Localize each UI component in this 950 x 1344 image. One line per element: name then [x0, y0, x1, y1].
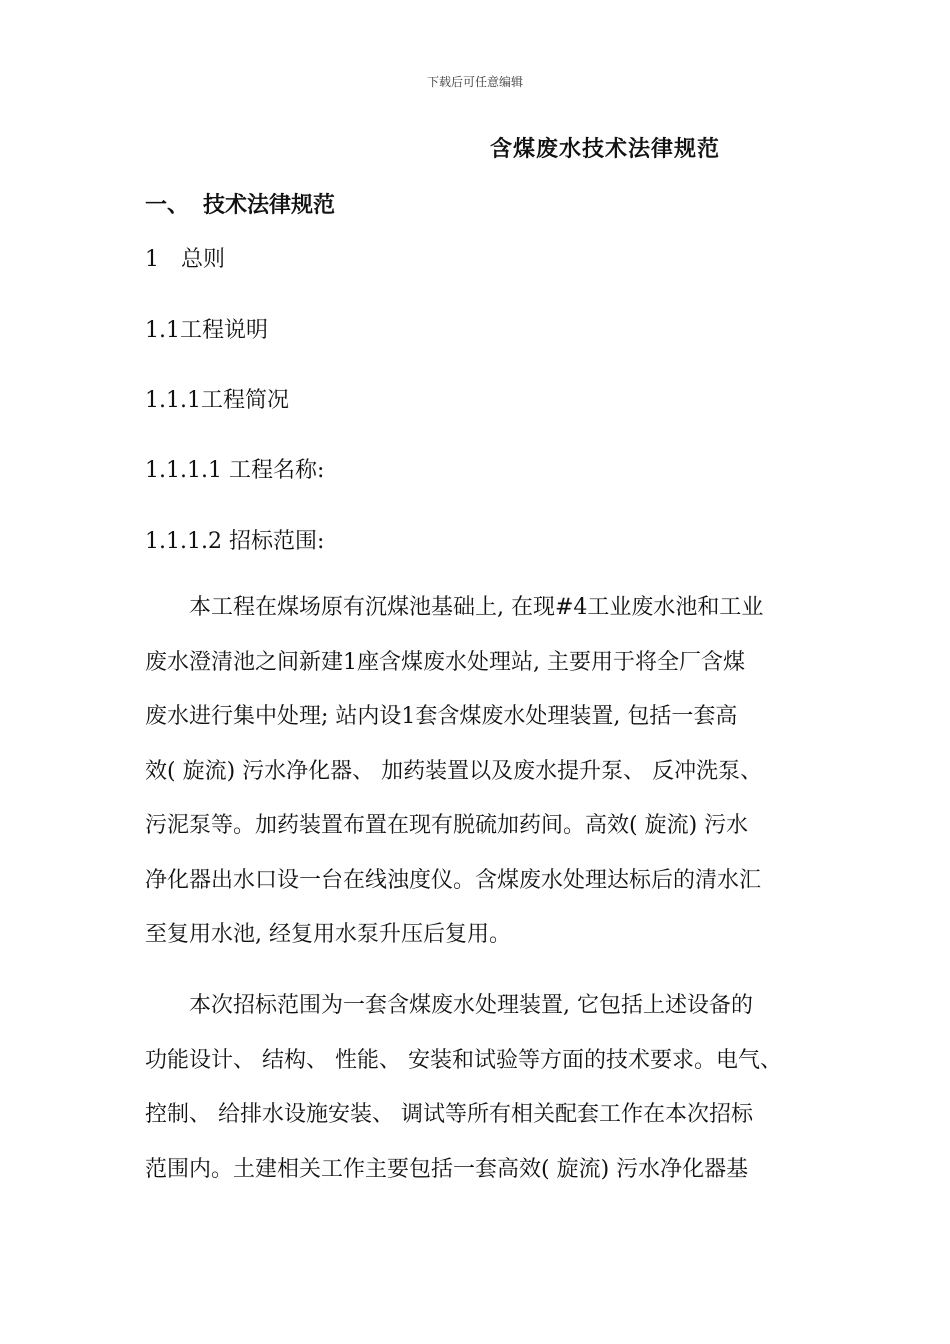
section-heading — [145, 188, 335, 219]
paragraph-line: 污泥泵等。加药装置布置在现有脱硫加药间。高效( 旋流) 污水 — [145, 813, 749, 838]
heading-bid-scope: 1.1.1.2 招标范围: — [145, 529, 325, 554]
heading-project-overview: 1.1.1工程简况 — [145, 388, 289, 413]
paragraph-line: 本次招标范围为一套含煤废水处理装置, 它包括上述设备的 — [145, 993, 753, 1018]
paragraph-line: 效( 旋流) 污水净化器、 加药装置以及废水提升泵、 反冲洗泵、 — [145, 758, 763, 784]
document-title: 含煤废水技术法律规范 — [490, 136, 721, 162]
section-label: 技术法律规范 — [203, 192, 336, 218]
heading-project-description: 1.1工程说明 — [145, 318, 268, 343]
paragraph-line: 范围内。土建相关工作主要包括一套高效( 旋流) 污水净化器基 — [145, 1156, 749, 1182]
paragraph-line: 废水澄清池之间新建1座含煤废水处理站, 主要用于将全厂含煤 — [145, 649, 745, 675]
paragraph-line: 净化器出水口设一台在线浊度仪。含煤废水处理达标后的清水汇 — [145, 867, 762, 893]
page-header-note: 下载后可任意编辑 — [426, 75, 523, 89]
paragraph-line: 废水进行集中处理; 站内设1套含煤废水处理装置, 包括一套高 — [145, 704, 738, 729]
paragraph-line: 控制、 给排水设施安装、 调试等所有相关配套工作在本次招标 — [145, 1102, 753, 1127]
heading-general: 1 总则 — [145, 247, 225, 272]
heading-project-name: 1.1.1.1 工程名称: — [145, 458, 325, 483]
paragraph-line: 本工程在煤场原有沉煤池基础上, 在现#4工业废水池和工业 — [145, 595, 764, 620]
section-number: 一、 — [145, 192, 190, 218]
paragraph-project-scope — [145, 581, 835, 963]
paragraph-line: 至复用水池, 经复用水泵升压后复用。 — [145, 922, 511, 947]
paragraph-bid-scope — [145, 979, 835, 1197]
paragraph-line: 功能设计、 结构、 性能、 安装和试验等方面的技术要求。电气、 — [145, 1047, 782, 1073]
